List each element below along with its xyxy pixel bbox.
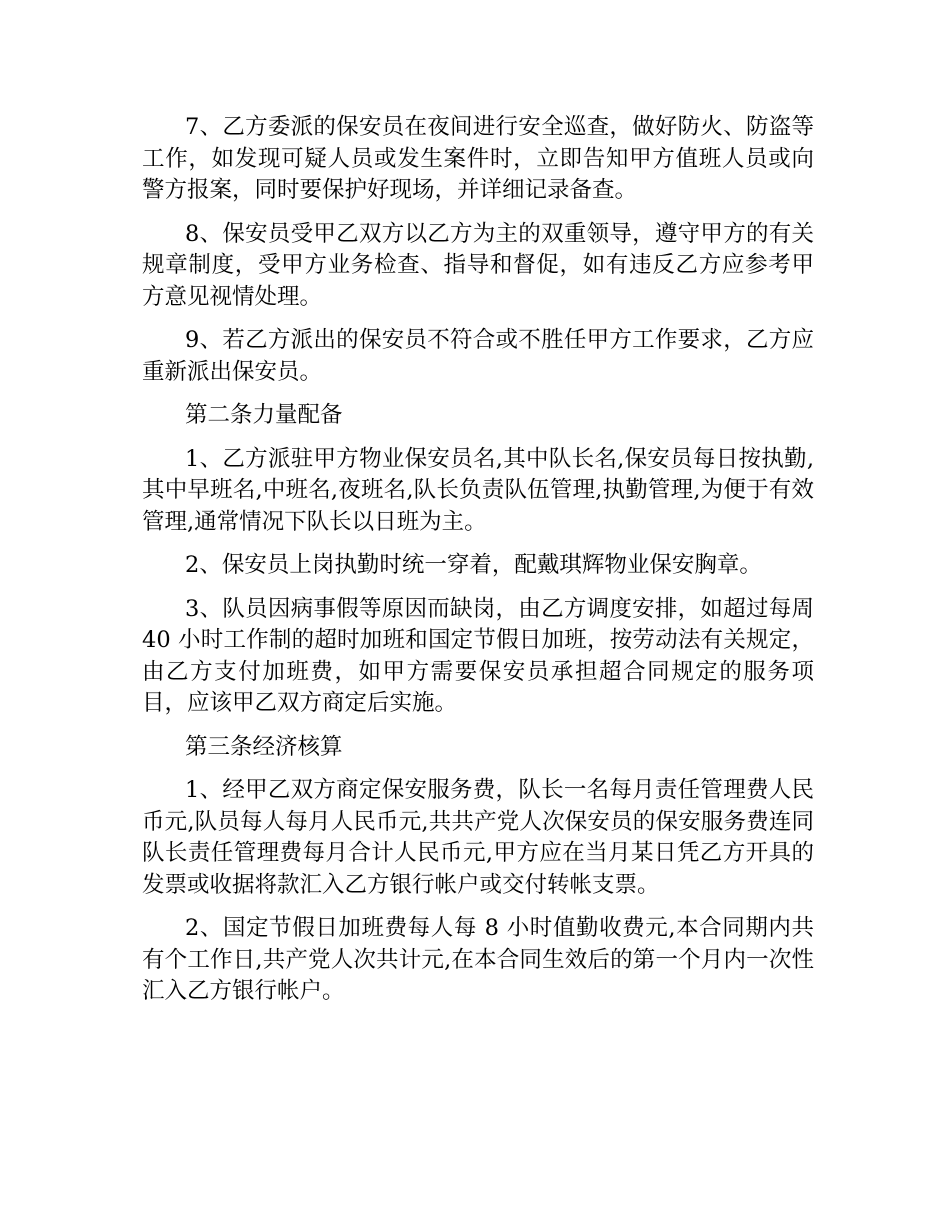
section-2-clause-1-paragraph: 1、乙方派驻甲方物业保安员名,其中队长名,保安员每日按执勤,其中早班名,中班名,夜班名,队长负责队伍管理,执勤管理,为便于有效管理,通常情况下队长以日班为主。 — [142, 445, 814, 535]
section-3-heading: 第三条经济核算 — [185, 733, 343, 760]
clause-9-paragraph: 9、若乙方派出的保安员不符合或不胜任甲方工作要求，乙方应重新派出保安员。 — [142, 327, 814, 385]
section-3-clause-2-paragraph: 2、国定节假日加班费每人每 8 小时值勤收费元,本合同期内共有个工作日,共产党人次共计元,在本合同生效后的第一个月内一次性汇入乙方银行帐户。 — [142, 915, 814, 1004]
document-body — [142, 112, 814, 1020]
section-2-heading: 第二条力量配备 — [185, 402, 343, 428]
clause-8-paragraph: 8、保安员受甲乙双方以乙方为主的双重领导，遵守甲方的有关规章制度，受甲方业务检查、指导和督促，如有违反乙方应参考甲方意见视情处理。 — [142, 220, 814, 310]
section-2-clause-2-paragraph: 2、保安员上岗执勤时统一穿着，配戴琪辉物业保安胸章。 — [185, 552, 762, 578]
clause-7-paragraph: 7、乙方委派的保安员在夜间进行安全巡查，做好防火、防盗等工作，如发现可疑人员或发生案件时，立即告知甲方值班人员或向警方报案，同时要保护好现场，并详细记录备查。 — [142, 114, 814, 203]
section-2-clause-3-paragraph: 3、队员因病事假等原因而缺岗，由乙方调度安排，如超过每周 40 小时工作制的超时加班和国定节假日加班，按劳动法有关规定，由乙方支付加班费，如甲方需要保安员承担超合同规定的服务项目，应该甲乙双方商定后实施。 — [142, 595, 814, 716]
section-3-clause-1-paragraph: 1、经甲乙双方商定保安服务费，队长一名每月责任管理费人民币元,队员每人每月人民币元,共共产党人次保安员的保安服务费连同队长责任管理费每月合计人民币元,甲方应在当月某日凭乙方开具的发票或收据将款汇入乙方银行帐户或交付转帐支票。 — [142, 777, 814, 898]
